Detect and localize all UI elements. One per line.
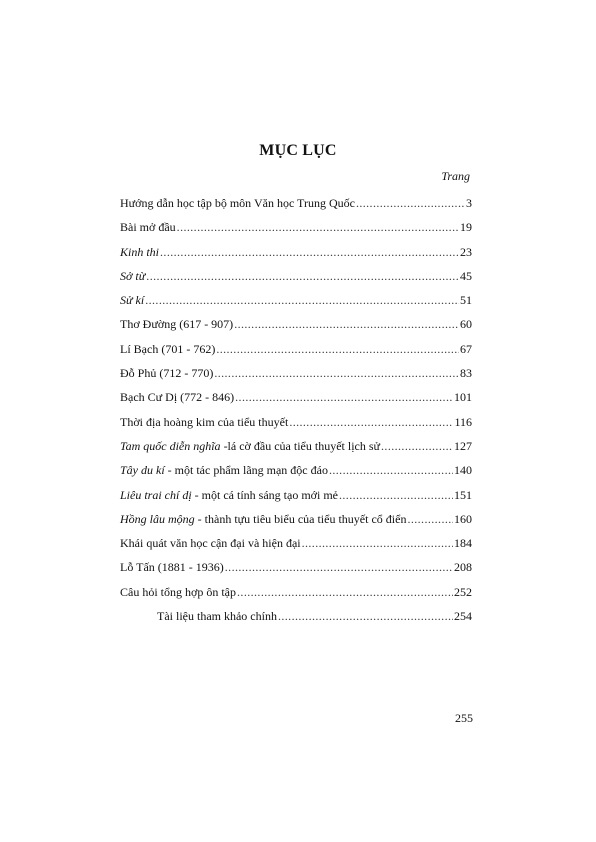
dot-leader — [235, 390, 453, 404]
toc-entry-page: 67 — [460, 341, 472, 356]
toc-entry-page: 101 — [454, 390, 472, 405]
toc-entry-page: 23 — [460, 244, 472, 259]
dot-leader — [278, 609, 453, 623]
toc-entry-italic: Tây du kí — [120, 463, 165, 478]
dot-leader — [339, 488, 453, 502]
toc-entry — [120, 342, 472, 366]
dot-leader — [302, 536, 453, 550]
toc-entry — [120, 560, 472, 584]
toc-entry — [120, 488, 472, 512]
toc-entry-page: 83 — [460, 366, 472, 381]
toc-entry — [120, 293, 472, 317]
toc-entry-text: Bài mở đầu — [120, 220, 176, 235]
toc-entry-text: Hướng dẫn học tập bộ môn Văn học Trung Quốc — [120, 196, 355, 210]
dot-leader — [160, 245, 459, 259]
dot-leader — [146, 269, 459, 283]
toc-entry-page: 19 — [460, 220, 472, 235]
dot-leader — [237, 585, 453, 599]
dot-leader — [214, 366, 459, 380]
toc-entry-italic: Hồng lâu mộng — [120, 511, 195, 526]
toc-entry — [120, 366, 472, 390]
dot-leader — [216, 342, 459, 356]
toc-entry-text: Đỗ Phủ (712 - 770) — [120, 366, 214, 381]
toc-entry-page: 116 — [454, 414, 472, 429]
toc-entry-text: Khái quát văn học cận đại và hiện đại — [120, 536, 301, 551]
dot-leader — [407, 512, 453, 526]
toc-entry-text: - một cá tính sáng tạo mới mẻ — [191, 487, 338, 502]
toc-entry-text: - một tác phẩm lãng mạn độc đáo — [164, 463, 328, 478]
toc-entry-text: Thời địa hoàng kim của tiểu thuyết — [120, 414, 289, 429]
dot-leader — [177, 220, 459, 234]
dot-leader — [234, 317, 459, 331]
toc-entry — [120, 415, 472, 439]
toc-entry-italic: Tam quốc diễn nghĩa — [120, 438, 221, 453]
toc-entry-text: Lỗ Tấn (1881 - 1936) — [120, 560, 224, 575]
toc-entry — [120, 512, 472, 536]
dot-leader — [381, 439, 453, 453]
toc-entry-italic: Liêu trai chí dị — [120, 487, 192, 502]
dot-leader — [145, 293, 459, 307]
toc-entry — [120, 390, 472, 414]
toc-entry-text: Lí Bạch (701 - 762) — [120, 341, 216, 356]
page-column-label: Trang — [441, 169, 470, 183]
toc-entry-text: Bạch Cư Dị (772 - 846) — [120, 390, 235, 405]
toc-entry-page: 160 — [454, 511, 472, 526]
toc-entry — [120, 585, 472, 609]
toc-entry-text: Thơ Đường (617 - 907) — [120, 317, 234, 332]
toc-entry — [120, 220, 472, 244]
toc-entry-text: Tài liệu tham khảo chính — [157, 609, 277, 624]
dot-leader — [225, 560, 453, 574]
toc-entry-italic: Sở từ — [120, 268, 146, 283]
dot-leader — [329, 463, 453, 477]
toc-list — [120, 196, 472, 633]
toc-entry-text: -lá cờ đầu của tiểu thuyết lịch sử — [220, 438, 381, 453]
dot-leader — [289, 415, 453, 429]
toc-entry-page: 45 — [460, 268, 472, 283]
toc-entry — [120, 317, 472, 341]
toc-entry-page: 60 — [460, 317, 472, 332]
dot-leader — [356, 196, 465, 210]
toc-entry-page: 140 — [454, 463, 472, 478]
toc-entry-text: - thành tựu tiêu biểu của tiểu thuyết cổ điển — [194, 511, 407, 526]
toc-entry — [120, 245, 472, 269]
toc-entry-italic: Sử kí — [120, 293, 145, 308]
toc-entry-page: 254 — [454, 609, 472, 624]
toc-entry-page: 127 — [454, 438, 472, 453]
toc-entry — [120, 196, 472, 220]
toc-entry-page: 252 — [454, 584, 472, 599]
toc-entry-page: 208 — [454, 560, 472, 575]
toc-entry-page: 51 — [460, 293, 472, 308]
toc-entry — [120, 609, 472, 633]
toc-entry-page: 184 — [454, 536, 472, 551]
toc-entry-text: Câu hỏi tổng hợp ôn tập — [120, 584, 237, 599]
toc-entry — [120, 269, 472, 293]
toc-entry — [120, 463, 472, 487]
toc-entry-page: 151 — [454, 487, 472, 502]
page-number: 255 — [455, 711, 473, 725]
toc-heading: MỤC LỤC — [259, 142, 337, 159]
toc-entry-italic: Kinh thi — [120, 244, 160, 259]
toc-entry — [120, 536, 472, 560]
toc-entry-page: 3 — [466, 196, 472, 210]
toc-entry — [120, 439, 472, 463]
